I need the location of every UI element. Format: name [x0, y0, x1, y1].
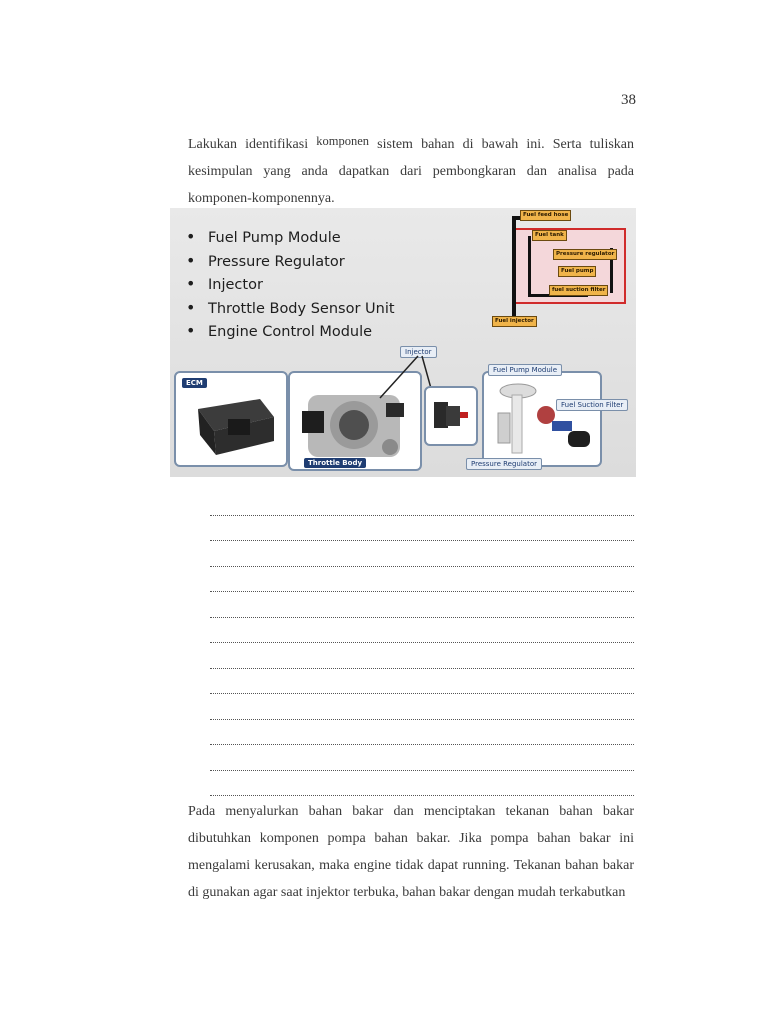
- component-list-item: • Throttle Body Sensor Unit: [186, 297, 395, 321]
- answer-line[interactable]: [210, 771, 634, 797]
- injector-photo: [424, 386, 478, 446]
- component-list-item: • Engine Control Module: [186, 320, 395, 344]
- answer-line[interactable]: [210, 745, 634, 771]
- component-list-item: • Injector: [186, 273, 395, 297]
- component-list-item: • Fuel Pump Module: [186, 226, 395, 250]
- flow-label-fuel-feed-hose: Fuel feed hose: [520, 210, 571, 221]
- flow-label-fuel-tank: Fuel tank: [532, 230, 567, 241]
- answer-line[interactable]: [210, 541, 634, 567]
- flow-line: [512, 216, 516, 316]
- fuel-system-figure: [170, 208, 636, 477]
- flow-line: [528, 236, 531, 296]
- answer-line[interactable]: [210, 669, 634, 695]
- throttle-body-tag: Throttle Body: [304, 458, 366, 468]
- answer-line[interactable]: [210, 643, 634, 669]
- answer-line[interactable]: [210, 592, 634, 618]
- answer-line[interactable]: [210, 720, 634, 746]
- pressure-regulator-tag: Pressure Regulator: [466, 458, 542, 470]
- flow-label-fuel-injector: Fuel injector: [492, 316, 537, 327]
- fuel-pump-module-icon: [484, 373, 600, 465]
- intro-text-start: Lakukan identifikasi: [188, 137, 317, 152]
- page-number: 38: [621, 92, 636, 108]
- flow-label-fuel-pump: Fuel pump: [558, 266, 596, 277]
- component-list-item: • Pressure Regulator: [186, 250, 395, 274]
- flow-label-fuel-suction-filter: fuel suction filter: [549, 285, 608, 296]
- answer-line[interactable]: [210, 567, 634, 593]
- intro-paragraph: [188, 131, 634, 212]
- answer-line[interactable]: [210, 618, 634, 644]
- fuel-pump-module-photo: [482, 371, 602, 467]
- closing-paragraph: Pada menyalurkan bahan bakar dan menciptakan tekanan bahan bakar dibutuhkan komponen pompa bahan bakar. Jika pompa bahan bakar ini mengalami kerusakan, maka engine tidak dapat running. Tekanan bahan bakar di gunakan agar saat injektor terbuka, bahan bakar dengan mudah terkabutkan: [188, 804, 634, 900]
- flow-label-pressure-regulator: Pressure regulator: [553, 249, 617, 260]
- answer-line[interactable]: [210, 694, 634, 720]
- intro-text-end: sistem bahan di bawah ini. Serta tuliskan kesimpulan yang anda dapatkan dari pembongkaran dan analisa pada komponen-komponennya.: [188, 137, 635, 206]
- injector-icon: [426, 388, 476, 444]
- component-list: [186, 226, 395, 344]
- fuel-pump-module-tag: Fuel Pump Module: [488, 364, 562, 376]
- ecm-tag: ECM: [182, 378, 207, 388]
- intro-keyword: komponen: [316, 134, 370, 148]
- answer-line[interactable]: [210, 490, 634, 516]
- fuel-suction-filter-tag: Fuel Suction Filter: [556, 399, 628, 411]
- injector-callout: Injector: [400, 346, 437, 358]
- answer-line[interactable]: [210, 516, 634, 542]
- answer-lines: [210, 490, 634, 796]
